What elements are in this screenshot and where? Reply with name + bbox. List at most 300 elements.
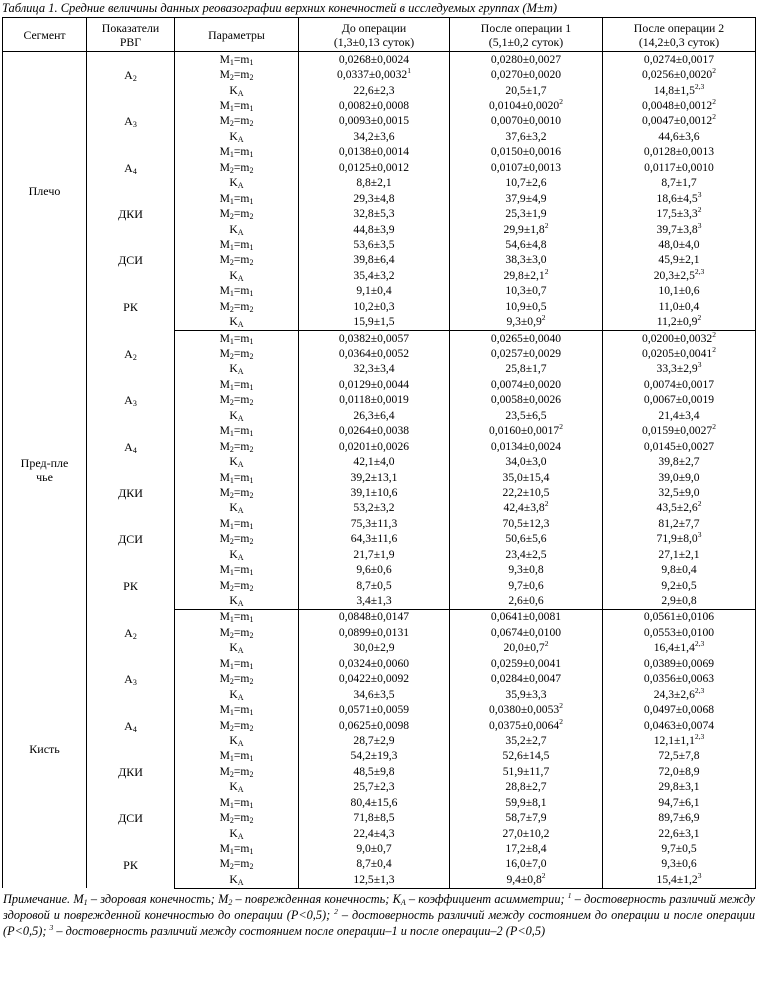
value-text: 0,0159±0,0027 <box>642 424 713 438</box>
value-cell <box>299 780 450 795</box>
value-text: 9,7±0,6 <box>508 578 544 592</box>
param-cell-ka <box>175 83 299 98</box>
param-symbol: M <box>219 857 230 871</box>
value-cell <box>299 609 450 625</box>
param-cell-m2 <box>175 718 299 733</box>
param-symbol: M <box>219 424 230 438</box>
value-cell <box>299 841 450 856</box>
param-subscript: 2 <box>249 583 254 593</box>
table-body <box>3 52 756 889</box>
param-subscript: A <box>237 273 244 283</box>
value-text: 0,0848±0,0147 <box>338 610 410 624</box>
param-symbol: K <box>229 826 238 840</box>
value-text: 17,5±3,3 <box>656 207 698 221</box>
param-equals: =m <box>233 191 250 205</box>
segment-name: Кисть <box>29 741 60 756</box>
param-symbol: M <box>219 207 230 221</box>
value-cell <box>450 268 603 283</box>
value-text: 0,0201±0,0026 <box>338 439 410 453</box>
param-subscript: 1 <box>249 104 254 114</box>
header-indicators: Показатели РВГ <box>87 18 175 52</box>
value-cell <box>603 656 756 671</box>
value-significance-mark: 2 <box>544 500 549 509</box>
value-cell <box>299 516 450 531</box>
param-symbol: K <box>229 594 238 608</box>
param-symbol: M <box>219 625 230 639</box>
value-significance-mark: 2 <box>712 346 716 355</box>
value-cell <box>450 362 603 377</box>
value-cell <box>603 501 756 516</box>
value-text: 0,0125±0,0012 <box>338 160 410 174</box>
value-cell <box>603 176 756 191</box>
value-cell <box>450 641 603 656</box>
value-cell <box>603 314 756 330</box>
value-text: 51,9±11,7 <box>502 764 550 778</box>
value-text: 59,9±8,1 <box>505 795 547 809</box>
value-cell <box>603 98 756 113</box>
table-row <box>3 284 756 299</box>
value-cell <box>299 52 450 68</box>
value-cell <box>603 841 756 856</box>
indicator-name: A <box>124 114 133 129</box>
param-symbol: M <box>219 393 230 407</box>
param-subscript: 2 <box>249 677 254 687</box>
value-cell <box>603 393 756 408</box>
indicator-cell <box>87 377 175 423</box>
param-symbol: M <box>219 656 230 670</box>
indicator-subscript: 4 <box>132 724 137 734</box>
value-text: 43,5±2,6 <box>656 501 698 515</box>
value-cell <box>299 857 450 872</box>
table-row <box>3 795 756 810</box>
value-cell <box>299 547 450 562</box>
indicator-name: A <box>124 393 133 408</box>
value-cell <box>299 253 450 268</box>
param-cell-m1 <box>175 470 299 485</box>
value-text: 0,0074±0,0017 <box>643 377 715 391</box>
param-subscript: 2 <box>229 258 234 268</box>
value-significance-mark: 2 <box>712 98 716 107</box>
value-text: 0,0093±0,0015 <box>338 114 410 128</box>
param-subscript: A <box>237 738 244 748</box>
param-subscript: 1 <box>249 382 254 392</box>
value-text: 48,5±9,8 <box>353 764 395 778</box>
value-significance-mark: 2 <box>697 314 702 323</box>
indicator-name: ДСИ <box>118 253 143 268</box>
value-text: 2,9±0,8 <box>661 594 697 608</box>
value-cell <box>299 470 450 485</box>
param-subscript: 2 <box>249 816 254 826</box>
value-cell <box>603 454 756 469</box>
value-text: 8,7±0,5 <box>356 578 392 592</box>
value-cell <box>450 516 603 531</box>
value-text: 54,2±19,3 <box>350 749 398 763</box>
value-text: 39,7±3,8 <box>656 222 698 236</box>
value-cell <box>450 284 603 299</box>
value-cell <box>299 733 450 748</box>
value-text: 9,3±0,8 <box>508 563 544 577</box>
indicator-name: A <box>124 718 133 733</box>
value-text: 9,3±0,9 <box>506 315 542 329</box>
note-fn3-mark: 3 <box>49 922 54 932</box>
param-subscript: 2 <box>229 537 234 547</box>
table-row <box>3 52 756 68</box>
param-equals: =m <box>233 811 250 825</box>
value-text: 0,0553±0,0100 <box>643 625 715 639</box>
value-cell <box>299 672 450 687</box>
value-cell <box>450 764 603 779</box>
value-cell <box>450 547 603 562</box>
value-text: 8,7±1,7 <box>661 176 697 190</box>
value-text: 21,4±3,4 <box>658 408 700 422</box>
value-significance-mark: 2,3 <box>694 82 705 91</box>
value-cell <box>450 206 603 221</box>
param-symbol: M <box>219 764 230 778</box>
param-subscript: 1 <box>229 754 234 764</box>
value-significance-mark: 2 <box>544 268 549 276</box>
note-ka-definition: – коэффициент асимметрии; <box>405 891 568 906</box>
value-text: 10,2±0,3 <box>353 299 395 313</box>
param-equals: =m <box>233 424 250 438</box>
param-symbol: M <box>219 516 230 530</box>
value-cell <box>299 299 450 314</box>
value-significance-mark: 3 <box>697 190 702 199</box>
value-text: 27,0±10,2 <box>502 826 550 840</box>
value-text: 22,2±10,5 <box>502 485 550 499</box>
param-subscript: 1 <box>229 475 234 485</box>
value-text: 24,3±2,6 <box>653 687 695 701</box>
param-subscript: 2 <box>229 352 234 362</box>
value-text: 9,4±0,8 <box>506 872 542 886</box>
param-symbol: K <box>229 687 238 701</box>
table-row <box>3 656 756 671</box>
param-subscript: 1 <box>249 800 254 810</box>
value-cell <box>299 625 450 640</box>
value-cell <box>450 749 603 764</box>
param-equals: =m <box>233 532 250 546</box>
value-cell <box>450 454 603 469</box>
value-cell <box>299 176 450 191</box>
indicator-cell <box>87 516 175 562</box>
param-equals: =m <box>233 470 250 484</box>
param-cell-m2 <box>175 532 299 547</box>
value-cell <box>603 284 756 299</box>
value-cell <box>450 377 603 392</box>
param-symbol: K <box>229 408 238 422</box>
value-cell <box>603 67 756 82</box>
value-text: 53,2±3,2 <box>353 501 395 515</box>
param-subscript: 2 <box>249 490 254 500</box>
value-text: 17,2±8,4 <box>505 842 547 856</box>
value-text: 29,3±4,8 <box>353 191 395 205</box>
param-symbol: K <box>229 129 238 143</box>
value-text: 10,9±0,5 <box>505 299 547 313</box>
note-fn2-definition: – достоверность различий между состоянием до операции и после операции (P<0,5); <box>3 907 755 938</box>
value-cell <box>603 687 756 702</box>
value-cell <box>299 795 450 810</box>
param-subscript: 2 <box>229 119 234 129</box>
value-cell <box>603 780 756 795</box>
value-text: 0,0200±0,0032 <box>642 331 713 345</box>
value-text: 35,2±2,7 <box>505 733 547 747</box>
note-fn1-definition: – достоверность различий между здоровой и поврежденной конечностью до операции (P<0,5); <box>3 891 755 922</box>
value-text: 54,6±4,8 <box>505 237 547 251</box>
param-subscript: 1 <box>229 847 234 857</box>
param-cell-m2 <box>175 160 299 175</box>
value-cell <box>299 145 450 160</box>
value-text: 81,2±7,7 <box>658 516 700 530</box>
value-text: 0,0047±0,0012 <box>642 114 713 128</box>
value-cell <box>450 393 603 408</box>
value-significance-mark: 2,3 <box>694 733 705 741</box>
table-footnote <box>2 891 755 939</box>
note-m1-definition: – здоровая конечность; <box>87 891 219 906</box>
value-cell <box>450 578 603 593</box>
value-cell <box>299 206 450 221</box>
value-text: 0,0070±0,0010 <box>490 114 562 128</box>
indicator-name: ДСИ <box>118 532 143 547</box>
value-cell <box>603 206 756 221</box>
value-significance-mark: 2 <box>559 717 563 726</box>
value-text: 50,6±5,6 <box>505 532 547 546</box>
param-subscript: 1 <box>249 475 254 485</box>
param-symbol: K <box>229 501 238 515</box>
param-subscript: 1 <box>249 568 254 578</box>
value-text: 12,5±1,3 <box>353 872 395 886</box>
value-text: 0,0134±0,0024 <box>490 439 562 453</box>
value-text: 9,8±0,4 <box>661 563 697 577</box>
value-text: 0,0058±0,0026 <box>490 393 562 407</box>
value-cell <box>450 191 603 206</box>
param-symbol: K <box>229 268 238 282</box>
value-cell <box>603 145 756 160</box>
param-subscript: A <box>237 877 244 887</box>
param-subscript: 2 <box>249 212 254 222</box>
value-text: 0,0259±0,0041 <box>490 656 562 670</box>
value-text: 32,8±5,3 <box>353 207 395 221</box>
value-cell <box>450 733 603 748</box>
value-cell <box>299 98 450 113</box>
value-cell <box>603 609 756 625</box>
param-cell-ka <box>175 268 299 283</box>
header-after-surgery-1: После операции 1 (5,1±0,2 суток) <box>450 18 603 52</box>
value-text: 0,0284±0,0047 <box>490 672 562 686</box>
value-text: 2,6±0,6 <box>508 594 544 608</box>
segment-name: Плечо <box>28 184 61 199</box>
value-text: 22,4±4,3 <box>353 826 395 840</box>
value-text: 33,3±2,9 <box>656 362 698 376</box>
value-cell <box>450 160 603 175</box>
value-cell <box>299 562 450 577</box>
value-text: 9,1±0,4 <box>356 284 392 298</box>
indicator-cell <box>87 562 175 609</box>
value-text: 0,0067±0,0019 <box>643 393 715 407</box>
value-text: 11,0±0,4 <box>658 299 700 313</box>
value-text: 39,0±9,0 <box>658 470 700 484</box>
param-cell-m1 <box>175 424 299 439</box>
segment-cell <box>3 330 87 609</box>
value-cell <box>603 377 756 392</box>
value-text: 0,0048±0,0012 <box>642 99 713 113</box>
value-cell <box>450 439 603 454</box>
value-cell <box>450 562 603 577</box>
value-text: 0,0380±0,0053 <box>489 703 560 717</box>
param-symbol: K <box>229 362 238 376</box>
value-cell <box>299 501 450 516</box>
value-cell <box>603 83 756 98</box>
param-subscript: 1 <box>229 615 234 625</box>
note-m2-symbol: $M_2$ <box>218 891 233 907</box>
value-cell <box>450 346 603 361</box>
param-subscript: 1 <box>229 661 234 671</box>
value-text: 0,0280±0,0027 <box>490 52 562 66</box>
value-text: 29,8±3,1 <box>658 780 700 794</box>
param-subscript: A <box>237 88 244 98</box>
param-subscript: 2 <box>249 304 254 314</box>
value-text: 37,6±3,2 <box>505 129 547 143</box>
param-cell-m1 <box>175 377 299 392</box>
value-text: 0,0160±0,0017 <box>489 424 560 438</box>
param-cell-ka <box>175 408 299 423</box>
value-text: 20,5±1,7 <box>505 83 547 97</box>
segment-cell <box>3 52 87 331</box>
param-subscript: A <box>237 506 244 516</box>
param-subscript: 2 <box>229 398 234 408</box>
indicator-name: ДКИ <box>118 485 143 500</box>
param-equals: =m <box>233 284 250 298</box>
value-text: 39,2±13,1 <box>350 470 398 484</box>
value-text: 0,0899±0,0131 <box>338 625 410 639</box>
indicator-cell <box>87 237 175 283</box>
value-cell <box>603 641 756 656</box>
value-text: 0,0324±0,0060 <box>338 656 410 670</box>
param-equals: =m <box>233 52 250 66</box>
note-ka-symbol: $K_A$ <box>392 891 406 907</box>
indicator-cell <box>87 284 175 331</box>
note-fn3-definition: – достоверность различий между состоянием после операции–1 и после операции–2 (P<0,5) <box>53 923 546 938</box>
value-cell <box>299 749 450 764</box>
param-cell-ka <box>175 733 299 748</box>
param-cell-m2 <box>175 114 299 129</box>
note-fn1-mark: 1 <box>567 890 572 900</box>
indicator-cell <box>87 145 175 191</box>
value-cell <box>450 98 603 113</box>
table-row <box>3 841 756 856</box>
param-subscript: 1 <box>249 289 254 299</box>
param-equals: =m <box>233 610 250 624</box>
value-text: 42,4±3,8 <box>503 501 545 515</box>
value-text: 34,6±3,5 <box>353 687 395 701</box>
param-symbol: K <box>229 455 238 469</box>
param-symbol: K <box>229 547 238 561</box>
value-text: 0,0104±0,0020 <box>489 99 560 113</box>
value-text: 35,4±3,2 <box>353 268 395 282</box>
header-after-surgery-2: После операции 2 (14,2±0,3 суток) <box>603 18 756 52</box>
param-cell-m1 <box>175 52 299 68</box>
param-equals: =m <box>233 563 250 577</box>
value-significance-mark: 2 <box>541 314 546 323</box>
value-cell <box>299 424 450 439</box>
value-text: 80,4±15,6 <box>350 795 398 809</box>
indicator-subscript: 2 <box>132 352 137 362</box>
param-symbol: M <box>219 377 230 391</box>
param-subscript: 2 <box>229 677 234 687</box>
value-cell <box>299 237 450 252</box>
param-cell-m2 <box>175 625 299 640</box>
value-text: 89,7±6,9 <box>658 811 700 825</box>
value-text: 0,0356±0,0063 <box>643 672 715 686</box>
table-row <box>3 609 756 625</box>
param-cell-m2 <box>175 764 299 779</box>
param-cell-m1 <box>175 749 299 764</box>
param-subscript: 1 <box>229 336 234 346</box>
param-subscript: 1 <box>249 336 254 346</box>
value-cell <box>450 841 603 856</box>
param-equals: =m <box>233 237 250 251</box>
param-symbol: M <box>219 284 230 298</box>
param-cell-ka <box>175 687 299 702</box>
param-subscript: 1 <box>249 708 254 718</box>
table-row <box>3 237 756 252</box>
indicator-name: A <box>124 346 133 361</box>
value-text: 52,6±14,5 <box>502 749 550 763</box>
param-cell-m2 <box>175 299 299 314</box>
param-subscript: 2 <box>249 73 254 83</box>
value-text: 75,3±11,3 <box>350 516 398 530</box>
param-equals: =m <box>233 439 250 453</box>
param-subscript: 1 <box>249 521 254 531</box>
value-cell <box>299 67 450 82</box>
param-cell-m1 <box>175 702 299 717</box>
value-text: 0,0571±0,0059 <box>338 703 410 717</box>
document-page <box>2 0 755 939</box>
indicator-subscript: 3 <box>132 399 137 409</box>
value-cell <box>299 718 450 733</box>
value-text: 53,6±3,5 <box>353 237 395 251</box>
param-cell-m1 <box>175 237 299 252</box>
param-subscript: 2 <box>249 165 254 175</box>
param-subscript: 2 <box>229 212 234 222</box>
value-text: 18,6±4,5 <box>656 191 698 205</box>
param-equals: =m <box>233 795 250 809</box>
param-cell-m2 <box>175 346 299 361</box>
param-cell-m2 <box>175 672 299 687</box>
value-cell <box>450 532 603 547</box>
value-cell <box>450 129 603 144</box>
value-cell <box>450 810 603 825</box>
value-cell <box>603 237 756 252</box>
value-significance-mark: 3 <box>697 221 702 230</box>
value-text: 70,5±12,3 <box>502 516 550 530</box>
value-text: 0,0264±0,0038 <box>338 424 410 438</box>
value-cell <box>299 393 450 408</box>
param-symbol: M <box>219 672 230 686</box>
value-significance-mark: 2 <box>712 67 716 76</box>
param-cell-m1 <box>175 98 299 113</box>
value-cell <box>450 222 603 237</box>
value-cell <box>299 268 450 283</box>
param-symbol: M <box>219 439 230 453</box>
value-cell <box>450 656 603 671</box>
value-cell <box>603 857 756 872</box>
value-cell <box>450 780 603 795</box>
param-symbol: M <box>219 718 230 732</box>
value-cell <box>299 439 450 454</box>
value-significance-mark: 2 <box>712 423 716 432</box>
value-cell <box>299 222 450 237</box>
segment-cell <box>3 609 87 888</box>
param-equals: =m <box>233 347 250 361</box>
